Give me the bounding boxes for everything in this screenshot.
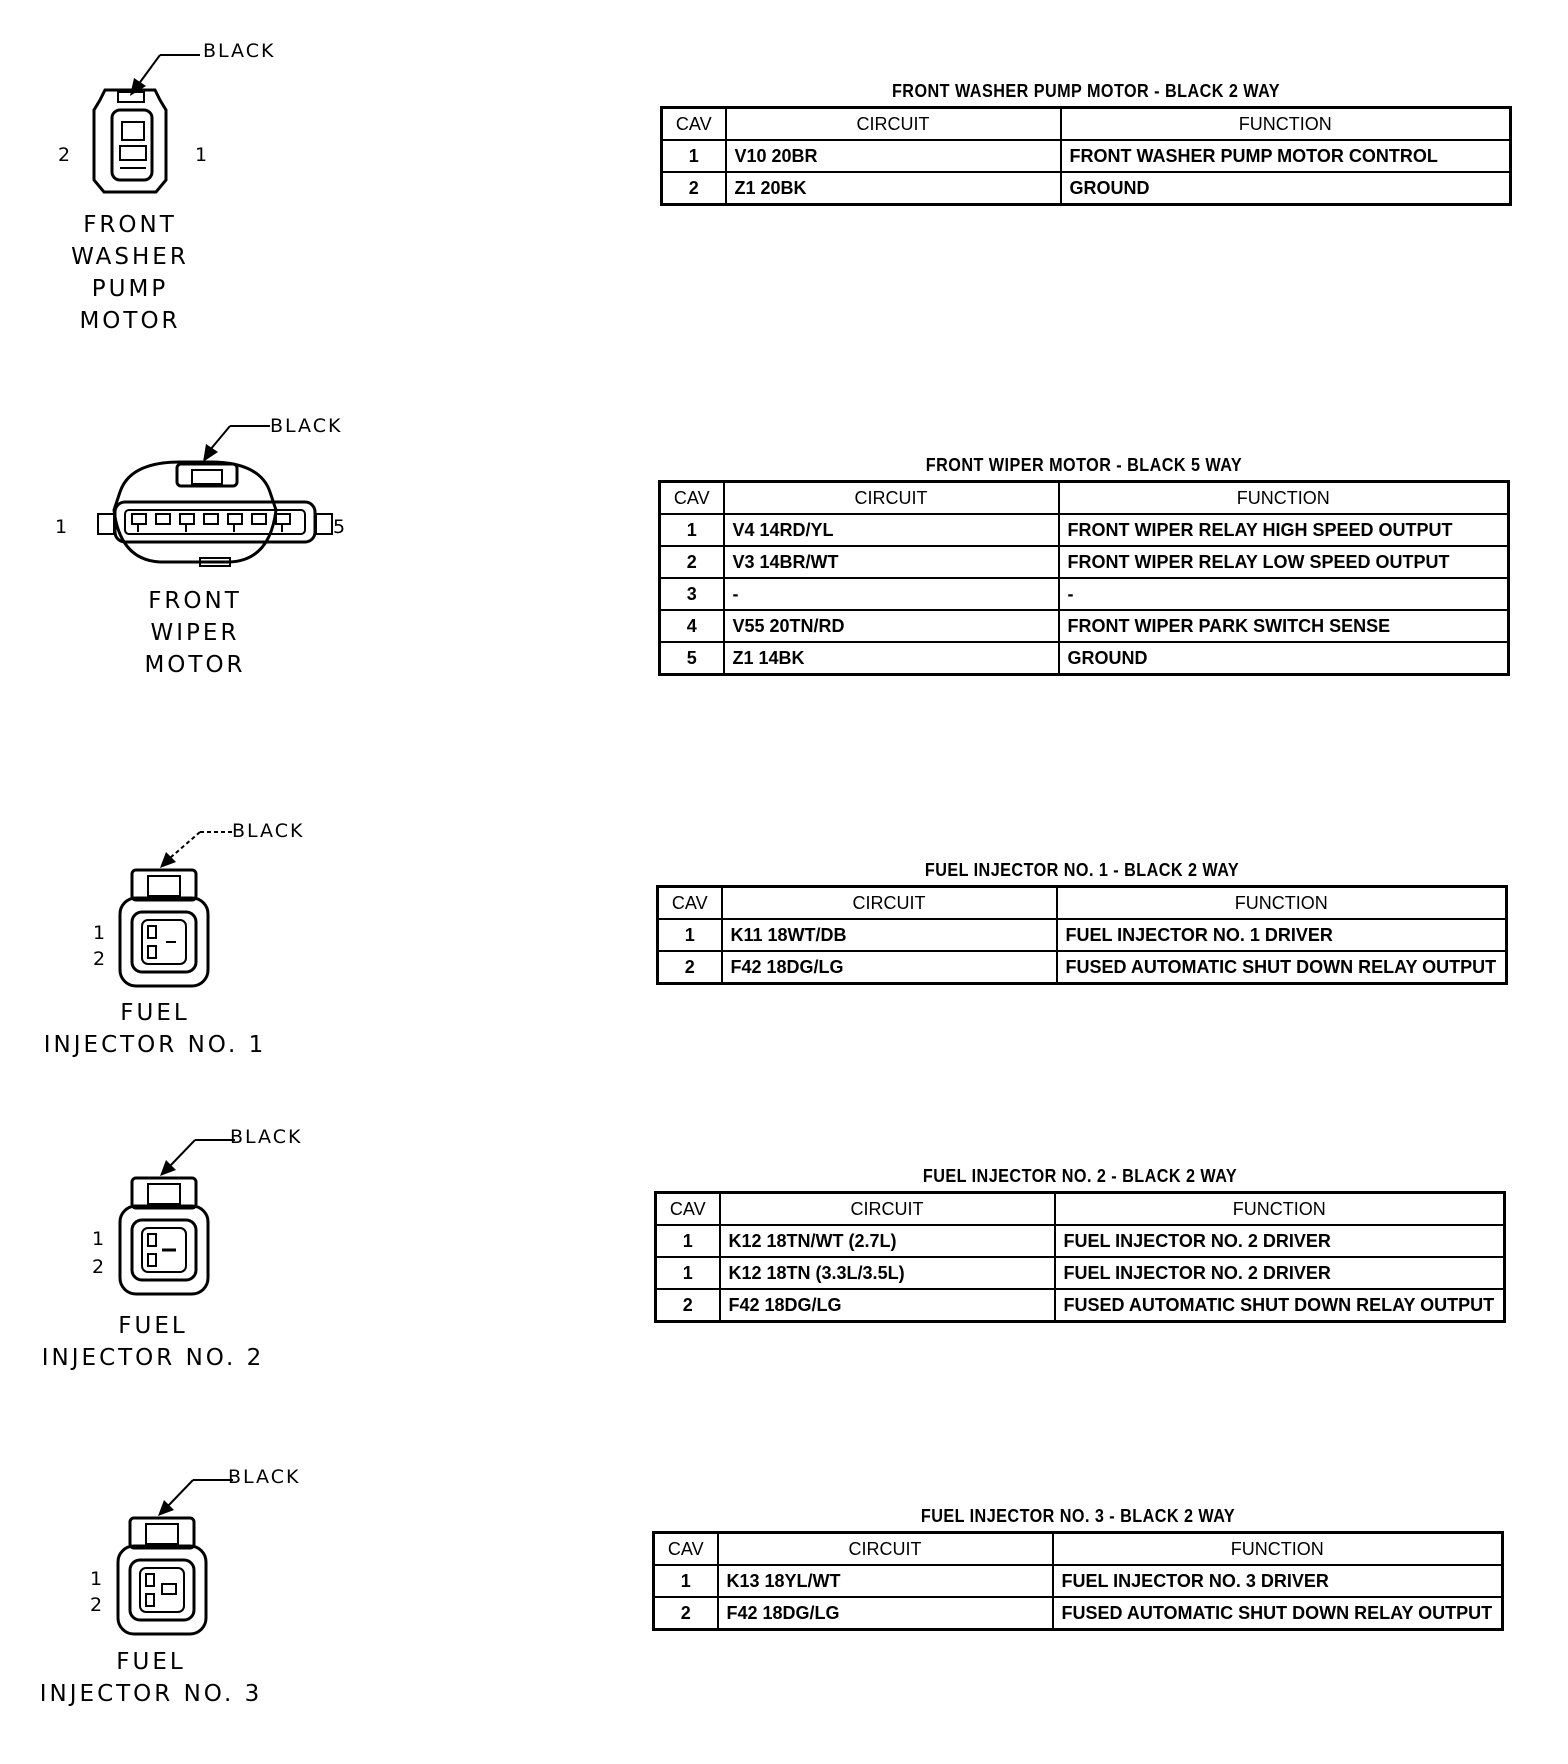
pin-label: 2 (92, 1256, 105, 1278)
connector-caption: FRONT WIPER MOTOR (144, 588, 246, 678)
circuit-cell: V55 20TN/RD (724, 610, 1059, 642)
circuit-cell: K11 18WT/DB (722, 919, 1057, 951)
table-row (662, 140, 1511, 172)
column-header-function: FUNCTION (1057, 887, 1507, 920)
circuit-cell: K12 18TN/WT (2.7L) (720, 1225, 1055, 1257)
column-header-function: FUNCTION (1055, 1193, 1505, 1226)
callout-color-label: BLACK (230, 1126, 303, 1148)
fuel-injector-connector-icon (100, 1126, 303, 1296)
cav-cell: 3 (660, 578, 724, 610)
callout-color-label: BLACK (203, 40, 276, 62)
function-cell: FUEL INJECTOR NO. 2 DRIVER (1055, 1257, 1505, 1289)
function-cell: GROUND (1061, 172, 1511, 205)
table-row (656, 1289, 1505, 1322)
table-row (660, 642, 1509, 675)
function-cell: FRONT WIPER PARK SWITCH SENSE (1059, 610, 1509, 642)
circuit-cell: F42 18DG/LG (722, 951, 1057, 984)
cav-cell: 2 (658, 951, 722, 984)
circuit-cell: Z1 20BK (726, 172, 1061, 205)
table-title: FUEL INJECTOR NO. 2 - BLACK 2 WAY (922, 1166, 1238, 1186)
cav-cell: 2 (662, 172, 726, 205)
connector-caption: FUEL INJECTOR NO. 3 (39, 1649, 263, 1707)
cav-cell: 4 (660, 610, 724, 642)
pin-label: 2 (58, 144, 71, 166)
function-cell: FUSED AUTOMATIC SHUT DOWN RELAY OUTPUT (1057, 951, 1507, 984)
pin-label: 1 (90, 1568, 103, 1590)
function-cell: FRONT WASHER PUMP MOTOR CONTROL (1061, 140, 1511, 172)
column-header-circuit: CIRCUIT (718, 1533, 1053, 1566)
table-row (656, 1225, 1505, 1257)
column-header-function: FUNCTION (1053, 1533, 1503, 1566)
table-row (658, 919, 1507, 951)
table-row (660, 546, 1509, 578)
column-header-cav: CAV (662, 108, 726, 141)
table-row (660, 578, 1509, 610)
column-header-cav: CAV (658, 887, 722, 920)
callout-color-label: BLACK (228, 1466, 301, 1488)
function-cell: FUEL INJECTOR NO. 3 DRIVER (1053, 1565, 1503, 1597)
table-row (656, 1257, 1505, 1289)
table-title: FRONT WASHER PUMP MOTOR - BLACK 2 WAY (891, 81, 1281, 101)
cav-cell: 2 (656, 1289, 720, 1322)
column-header-circuit: CIRCUIT (724, 482, 1059, 515)
pin-label: 1 (195, 144, 208, 166)
function-cell: FUSED AUTOMATIC SHUT DOWN RELAY OUTPUT (1053, 1597, 1503, 1630)
function-cell: FUSED AUTOMATIC SHUT DOWN RELAY OUTPUT (1055, 1289, 1505, 1322)
connector-pinout-table (660, 81, 1512, 206)
connector-pinout-table (656, 860, 1508, 985)
column-header-cav: CAV (660, 482, 724, 515)
cav-cell: 1 (656, 1225, 720, 1257)
function-cell: FUEL INJECTOR NO. 2 DRIVER (1055, 1225, 1505, 1257)
cav-cell: 1 (662, 140, 726, 172)
table-row (654, 1565, 1503, 1597)
table-title: FUEL INJECTOR NO. 3 - BLACK 2 WAY (920, 1506, 1236, 1526)
circuit-cell: K13 18YL/WT (718, 1565, 1053, 1597)
connector-caption: FRONT WASHER PUMP MOTOR (71, 212, 189, 334)
column-header-cav: CAV (654, 1533, 718, 1566)
table-row (660, 514, 1509, 546)
circuit-cell: V4 14RD/YL (724, 514, 1059, 546)
table-title: FRONT WIPER MOTOR - BLACK 5 WAY (925, 455, 1243, 475)
column-header-function: FUNCTION (1059, 482, 1509, 515)
callout-color-label: BLACK (232, 820, 305, 842)
connector-pinout-table (652, 1506, 1504, 1631)
connector-pinout-table (658, 455, 1510, 676)
pin-label: 1 (55, 516, 68, 538)
pin-label: 1 (93, 922, 106, 944)
circuit-cell: F42 18DG/LG (720, 1289, 1055, 1322)
circuit-cell: F42 18DG/LG (718, 1597, 1053, 1630)
fuel-injector-connector-icon (98, 1466, 301, 1636)
column-header-circuit: CIRCUIT (722, 887, 1057, 920)
cav-cell: 1 (660, 514, 724, 546)
table-row (660, 610, 1509, 642)
cav-cell: 1 (658, 919, 722, 951)
cav-cell: 5 (660, 642, 724, 675)
function-cell: FUEL INJECTOR NO. 1 DRIVER (1057, 919, 1507, 951)
circuit-cell: - (724, 578, 1059, 610)
column-header-circuit: CIRCUIT (726, 108, 1061, 141)
pin-label: 1 (92, 1228, 105, 1250)
circuit-cell: V3 14BR/WT (724, 546, 1059, 578)
function-cell: FRONT WIPER RELAY HIGH SPEED OUTPUT (1059, 514, 1509, 546)
cav-cell: 2 (660, 546, 724, 578)
table-row (654, 1597, 1503, 1630)
pin-label: 2 (90, 1594, 103, 1616)
function-cell: FRONT WIPER RELAY LOW SPEED OUTPUT (1059, 546, 1509, 578)
connector-caption: FUEL INJECTOR NO. 1 (43, 1000, 267, 1058)
connector-caption: FUEL INJECTOR NO. 2 (41, 1313, 265, 1371)
cav-cell: 1 (656, 1257, 720, 1289)
column-header-cav: CAV (656, 1193, 720, 1226)
cav-cell: 2 (654, 1597, 718, 1630)
pin-label: 2 (93, 948, 106, 970)
pin-label: 5 (333, 516, 346, 538)
circuit-cell: K12 18TN (3.3L/3.5L) (720, 1257, 1055, 1289)
circuit-cell: V10 20BR (726, 140, 1061, 172)
circuit-cell: Z1 14BK (724, 642, 1059, 675)
function-cell: - (1059, 578, 1509, 610)
column-header-function: FUNCTION (1061, 108, 1511, 141)
connector-pinout-table (654, 1166, 1506, 1323)
fuel-injector-connector-icon (100, 820, 300, 990)
cav-cell: 1 (654, 1565, 718, 1597)
table-title: FUEL INJECTOR NO. 1 - BLACK 2 WAY (924, 860, 1240, 880)
table-row (662, 172, 1511, 205)
column-header-circuit: CIRCUIT (720, 1193, 1055, 1226)
table-row (658, 951, 1507, 984)
callout-color-label: BLACK (270, 415, 343, 437)
function-cell: GROUND (1059, 642, 1509, 675)
